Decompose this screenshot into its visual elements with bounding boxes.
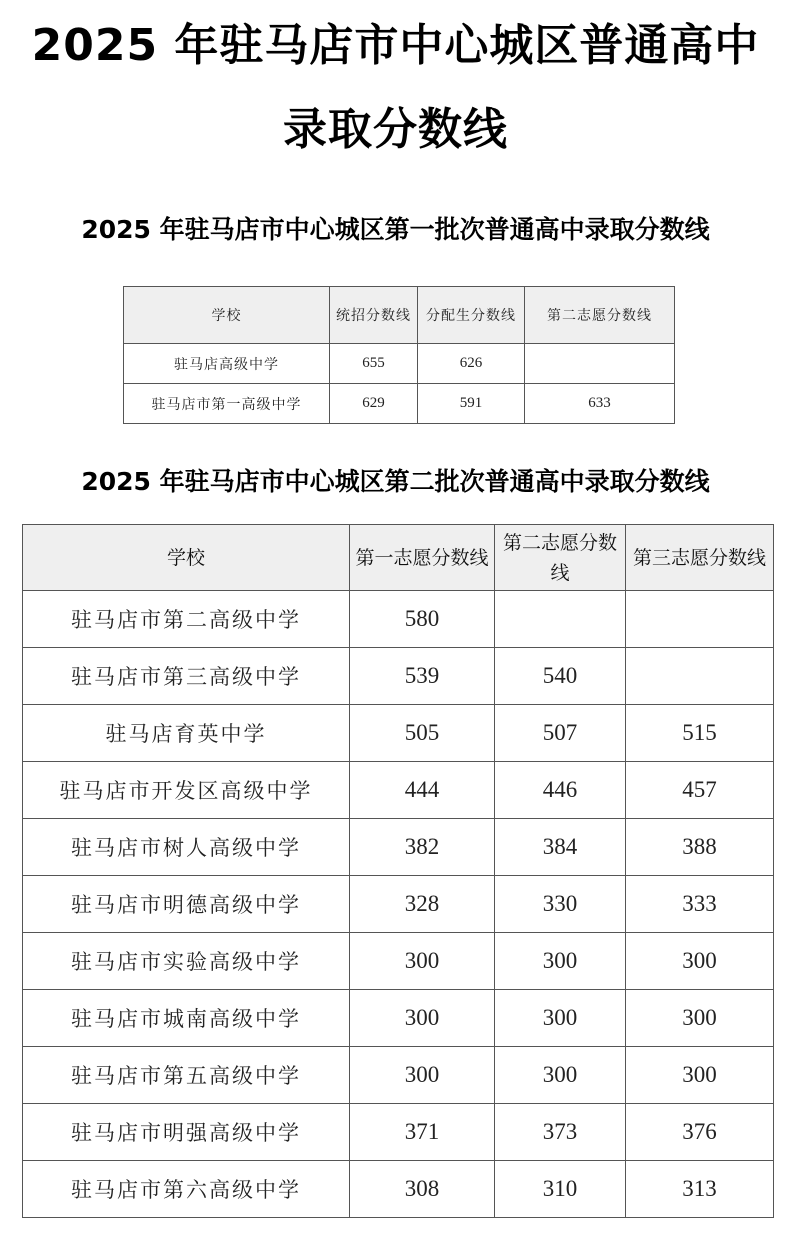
second-choice-score: 633 <box>525 384 675 424</box>
first-choice-score: 580 <box>350 591 495 648</box>
second-choice-score <box>495 591 626 648</box>
first-choice-score: 371 <box>350 1104 495 1161</box>
table-row <box>23 1161 774 1218</box>
first-choice-score: 505 <box>350 705 495 762</box>
third-choice-score: 515 <box>626 705 774 762</box>
page-title-line2: 录取分数线 <box>283 104 508 155</box>
column-header-unified: 统招分数线 <box>330 287 418 344</box>
third-choice-score: 333 <box>626 876 774 933</box>
school-name: 驻马店市第三高级中学 <box>23 648 350 705</box>
unified-score: 629 <box>330 384 418 424</box>
third-choice-score: 300 <box>626 990 774 1047</box>
table-row <box>23 876 774 933</box>
column-header-school: 学校 <box>23 525 350 591</box>
second-choice-score: 300 <box>495 990 626 1047</box>
batch2-table <box>22 524 774 1218</box>
batch2-heading: 2025 年驻马店市中心城区第二批次普通高中录取分数线 <box>81 467 710 496</box>
table-row <box>23 819 774 876</box>
batch1-heading: 2025 年驻马店市中心城区第一批次普通高中录取分数线 <box>81 215 710 244</box>
second-choice-score: 373 <box>495 1104 626 1161</box>
second-choice-score <box>525 344 675 384</box>
third-choice-score: 300 <box>626 1047 774 1104</box>
table-row <box>23 1104 774 1161</box>
column-header-allocated: 分配生分数线 <box>418 287 525 344</box>
second-choice-score: 507 <box>495 705 626 762</box>
table-header-row <box>124 287 675 344</box>
first-choice-score: 328 <box>350 876 495 933</box>
school-name: 驻马店市第六高级中学 <box>23 1161 350 1218</box>
page-title-line1: 2025 年驻马店市中心城区普通高中 <box>31 20 760 71</box>
second-choice-score: 540 <box>495 648 626 705</box>
school-name: 驻马店市实验高级中学 <box>23 933 350 990</box>
second-choice-score: 446 <box>495 762 626 819</box>
column-header-first-choice: 第一志愿分数线 <box>350 525 495 591</box>
table-row <box>23 933 774 990</box>
column-header-school: 学校 <box>124 287 330 344</box>
third-choice-score <box>626 648 774 705</box>
first-choice-score: 300 <box>350 933 495 990</box>
school-name: 驻马店高级中学 <box>124 344 330 384</box>
second-choice-score: 384 <box>495 819 626 876</box>
column-header-second-choice: 第二志愿分数线 <box>525 287 675 344</box>
third-choice-score: 388 <box>626 819 774 876</box>
school-name: 驻马店市第二高级中学 <box>23 591 350 648</box>
column-header-third-choice: 第三志愿分数线 <box>626 525 774 591</box>
first-choice-score: 300 <box>350 1047 495 1104</box>
school-name: 驻马店市第五高级中学 <box>23 1047 350 1104</box>
school-name: 驻马店市明强高级中学 <box>23 1104 350 1161</box>
first-choice-score: 300 <box>350 990 495 1047</box>
unified-score: 655 <box>330 344 418 384</box>
table-row <box>23 591 774 648</box>
first-choice-score: 444 <box>350 762 495 819</box>
first-choice-score: 308 <box>350 1161 495 1218</box>
school-name: 驻马店市第一高级中学 <box>124 384 330 424</box>
table-row <box>23 648 774 705</box>
table-header-row <box>23 525 774 591</box>
column-header-second-choice: 第二志愿分数线 <box>495 525 626 591</box>
second-choice-score: 300 <box>495 1047 626 1104</box>
third-choice-score: 300 <box>626 933 774 990</box>
allocated-score: 591 <box>418 384 525 424</box>
school-name: 驻马店育英中学 <box>23 705 350 762</box>
table-row <box>23 762 774 819</box>
allocated-score: 626 <box>418 344 525 384</box>
school-name: 驻马店市树人高级中学 <box>23 819 350 876</box>
third-choice-score: 457 <box>626 762 774 819</box>
school-name: 驻马店市明德高级中学 <box>23 876 350 933</box>
school-name: 驻马店市城南高级中学 <box>23 990 350 1047</box>
batch1-table <box>123 286 675 424</box>
school-name: 驻马店市开发区高级中学 <box>23 762 350 819</box>
second-choice-score: 310 <box>495 1161 626 1218</box>
first-choice-score: 539 <box>350 648 495 705</box>
third-choice-score: 313 <box>626 1161 774 1218</box>
third-choice-score <box>626 591 774 648</box>
first-choice-score: 382 <box>350 819 495 876</box>
second-choice-score: 300 <box>495 933 626 990</box>
table-row <box>23 705 774 762</box>
table-row <box>23 990 774 1047</box>
table-row <box>23 1047 774 1104</box>
table-row <box>124 344 675 384</box>
table-row <box>124 384 675 424</box>
second-choice-score: 330 <box>495 876 626 933</box>
third-choice-score: 376 <box>626 1104 774 1161</box>
